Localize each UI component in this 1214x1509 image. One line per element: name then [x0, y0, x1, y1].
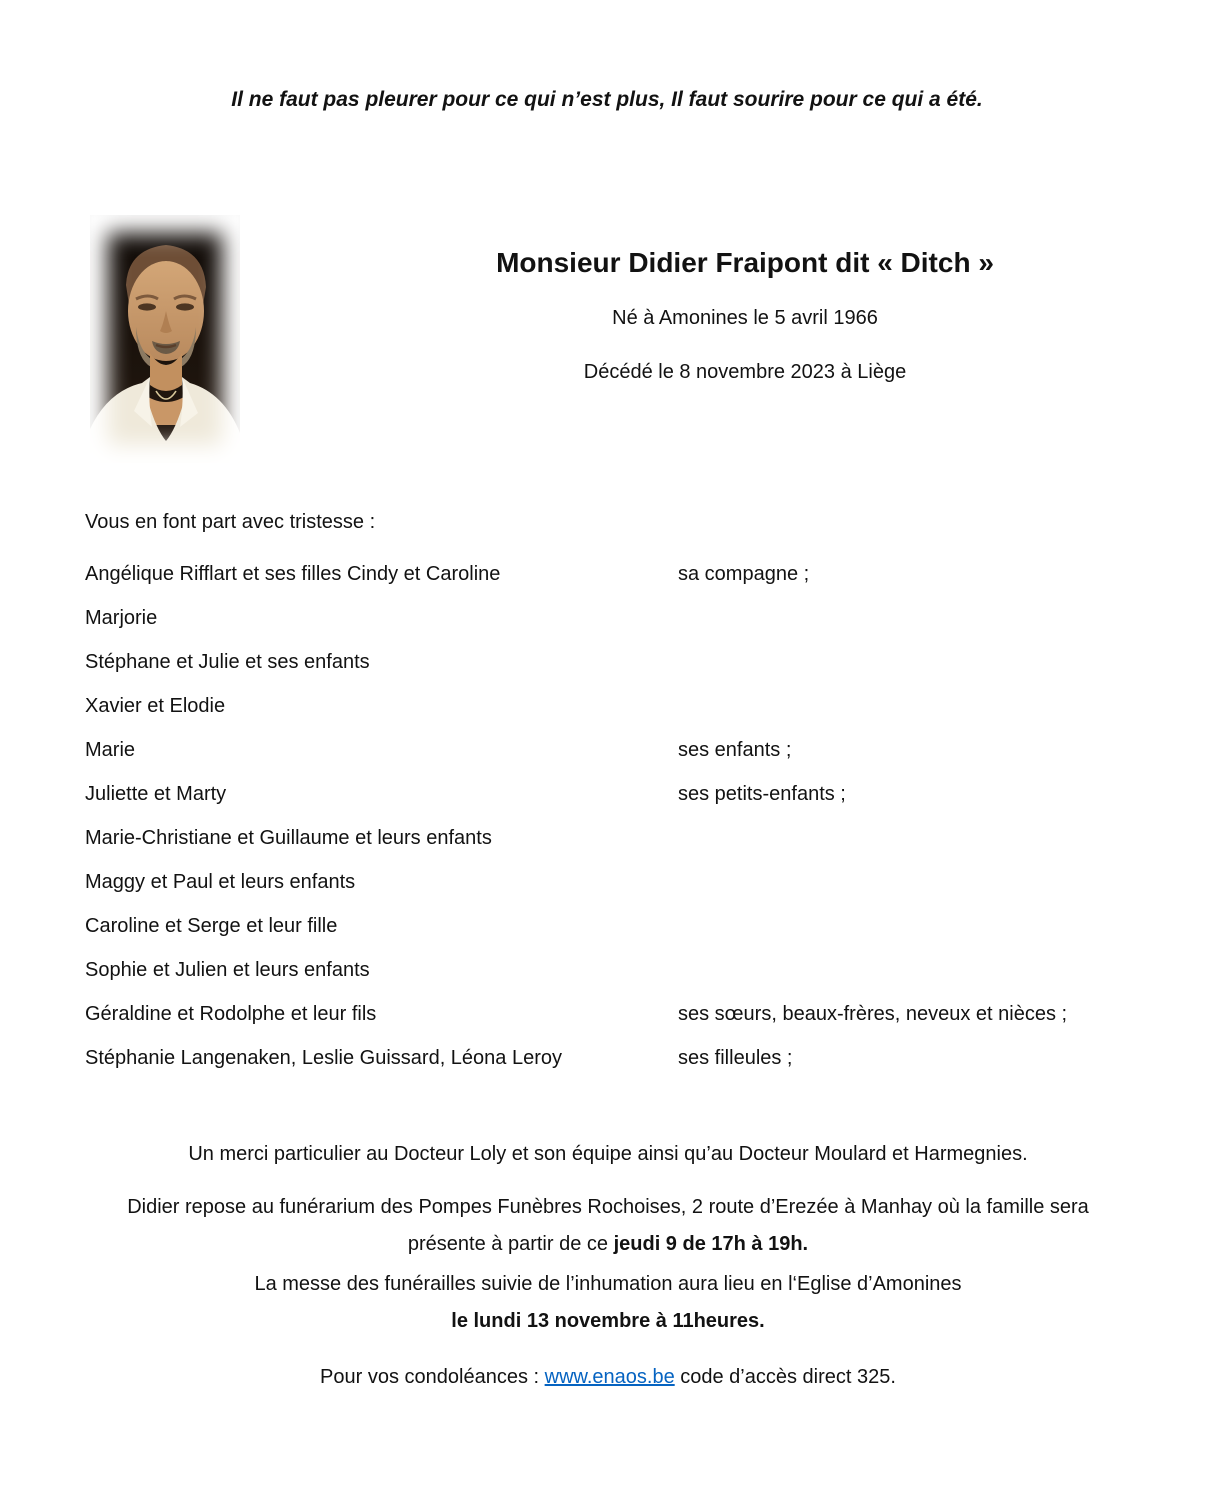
death-line: Décédé le 8 novembre 2023 à Liège	[583, 361, 907, 383]
family-names: Stéphanie Langenaken, Leslie Guissard, Léona Leroy	[85, 1047, 563, 1069]
family-row	[85, 948, 1174, 992]
deceased-photo	[90, 215, 240, 463]
names-list	[85, 552, 1174, 1080]
portrait-illustration	[90, 215, 240, 463]
family-row	[85, 904, 1174, 948]
mass-text: La messe des funérailles suivie de l’inhumation aura lieu en l‘Eglise d’Amonines	[254, 1273, 962, 1295]
relation-label: ses sœurs, beaux-frères, neveux et nièces ;	[678, 1003, 1068, 1025]
condolences-paragraph	[88, 1359, 1128, 1396]
family-row	[85, 684, 1174, 728]
relation-label: sa compagne ;	[678, 563, 810, 585]
family-row	[85, 992, 1174, 1036]
family-names: Sophie et Julien et leurs enfants	[85, 959, 370, 981]
family-names: Géraldine et Rodolphe et leur fils	[85, 1003, 377, 1025]
condolences-prefix: Pour vos condoléances :	[320, 1366, 545, 1388]
deceased-name: Monsieur Didier Fraipont dit « Ditch »	[496, 247, 994, 278]
family-names: Stéphane et Julie et ses enfants	[85, 651, 370, 673]
repose-paragraph	[88, 1189, 1128, 1263]
family-names: Maggy et Paul et leurs enfants	[85, 871, 356, 893]
thanks-paragraph: Un merci particulier au Docteur Loly et son équipe ainsi qu’au Docteur Moulard et Harmegnies.	[188, 1143, 1028, 1165]
relation-label: ses filleules ;	[678, 1047, 793, 1069]
family-names: Caroline et Serge et leur fille	[85, 915, 338, 937]
family-row	[85, 596, 1174, 640]
relation-label: ses petits-enfants ;	[678, 783, 846, 805]
family-row	[85, 640, 1174, 684]
condolences-suffix: code d’accès direct 325.	[674, 1366, 896, 1388]
family-names: Juliette et Marty	[85, 783, 227, 805]
family-names: Marie-Christiane et Guillaume et leurs enfants	[85, 827, 492, 849]
family-row	[85, 1036, 1174, 1080]
condolences-link[interactable]: www.enaos.be	[544, 1366, 675, 1388]
relation-label: ses enfants ;	[678, 739, 792, 761]
repose-visiting-hours: jeudi 9 de 17h à 19h.	[613, 1233, 809, 1255]
family-names: Marjorie	[85, 607, 158, 629]
announcement-intro: Vous en font part avec tristesse :	[85, 511, 376, 533]
mass-paragraph	[88, 1266, 1128, 1340]
family-names: Xavier et Elodie	[85, 695, 226, 717]
birth-line: Né à Amonines le 5 avril 1966	[612, 307, 878, 329]
family-row	[85, 816, 1174, 860]
mass-date: le lundi 13 novembre à 11heures.	[451, 1310, 765, 1332]
family-names: Angélique Rifflart et ses filles Cindy et Caroline	[85, 563, 501, 585]
header-block	[300, 245, 1190, 411]
family-row	[85, 860, 1174, 904]
family-section	[85, 500, 1174, 1080]
footer-section	[88, 1136, 1128, 1396]
repose-text: Didier repose au funérarium des Pompes Funèbres Rochoises, 2 route d’Erezée à Manhay où la famille sera présente à partir de ce	[127, 1196, 1089, 1255]
family-row	[85, 552, 1174, 596]
family-names: Marie	[85, 739, 136, 761]
memorial-quote: Il ne faut pas pleurer pour ce qui n’est plus, Il faut sourire pour ce qui a été.	[231, 88, 983, 111]
family-row	[85, 728, 1174, 772]
family-row	[85, 772, 1174, 816]
